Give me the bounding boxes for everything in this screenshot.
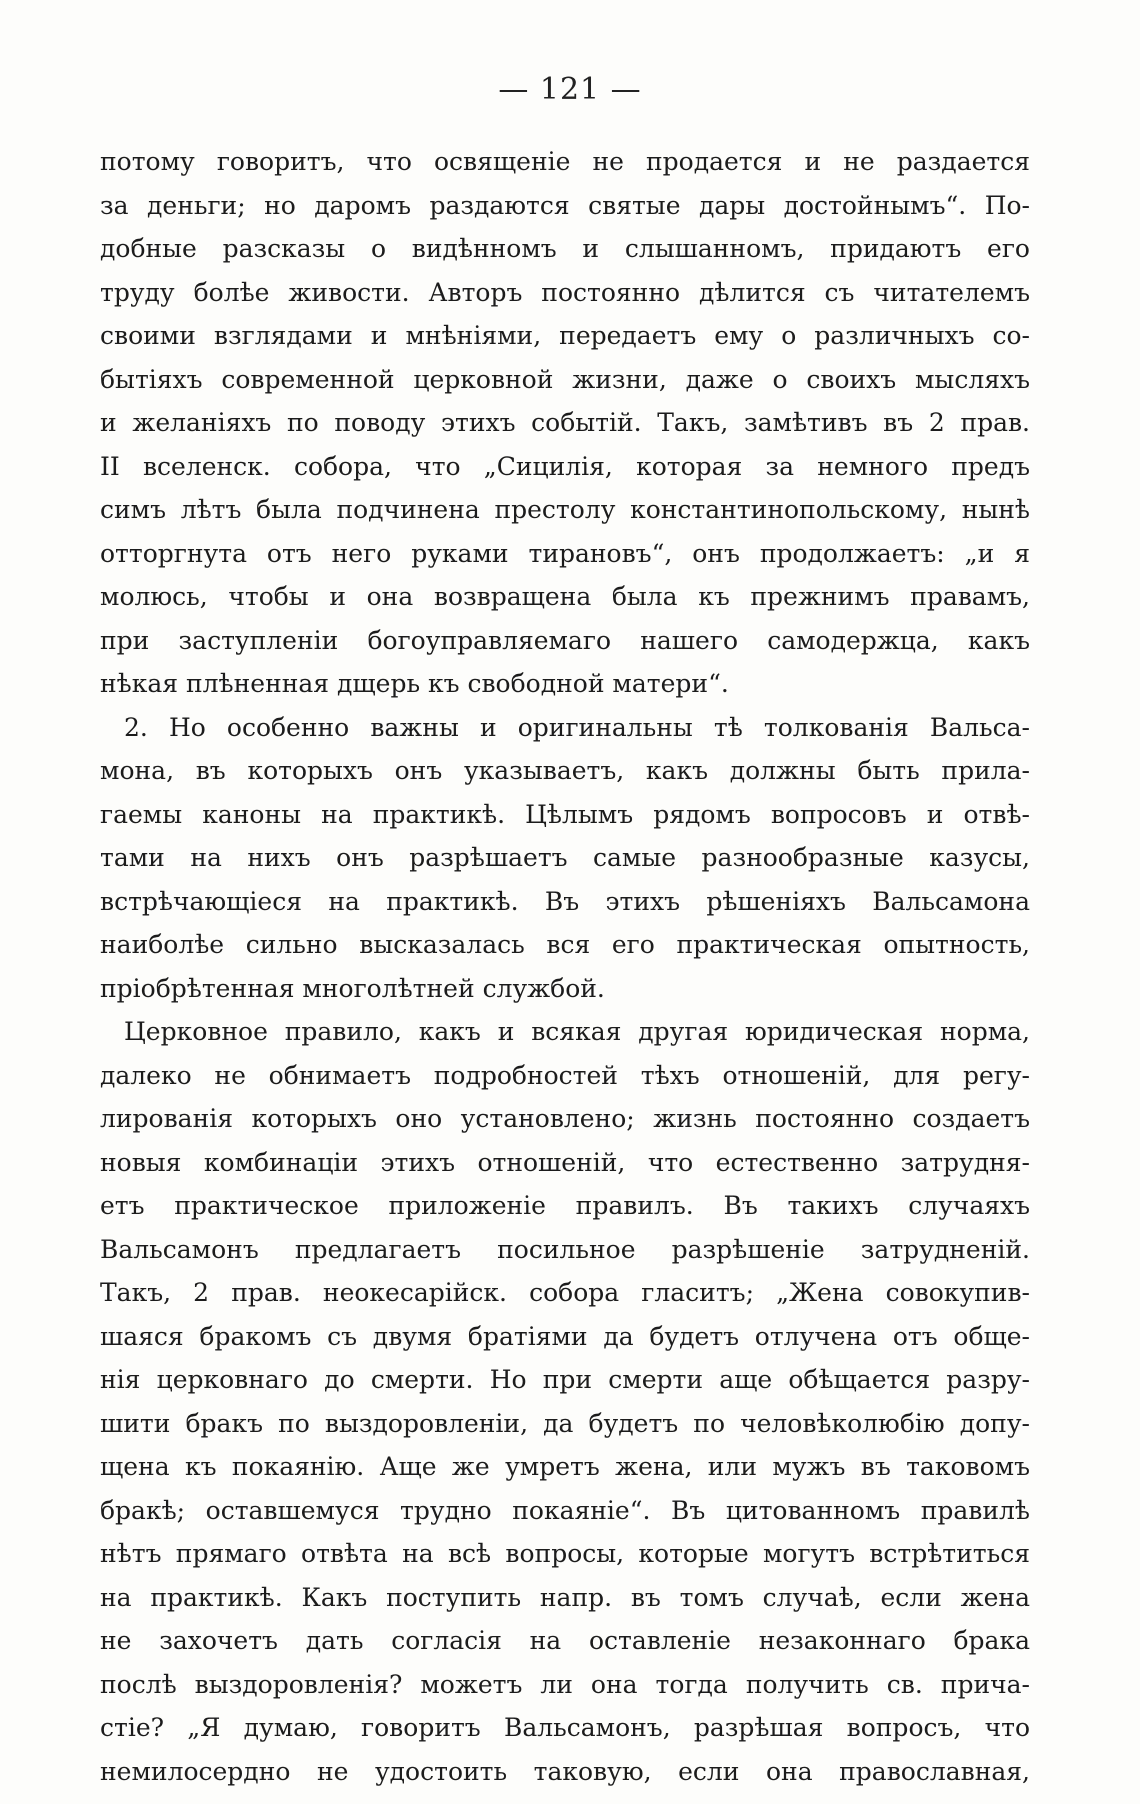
body-text [100,140,1030,1793]
text-line: шаяся бракомъ съ двумя братіями да будетъ отлучена отъ обще- [100,1321,1030,1351]
text-line: новыя комбинаціи этихъ отношеній, что естественно затрудня- [100,1147,1030,1177]
text-line: Вальсамонъ предлагаетъ посильное разрѣшеніе затрудненій. [100,1234,1030,1264]
text-line: II вселенск. собора, что „Сицилія, которая за немного предъ [100,451,1030,481]
text-line: етъ практическое приложеніе правилъ. Въ такихъ случаяхъ [100,1191,1030,1220]
text-line: Такъ, 2 прав. неокесарійск. собора гласитъ; „Жена совокупив- [100,1278,1030,1307]
text-line: тами на нихъ онъ разрѣшаетъ самые разнообразные казусы, [100,843,1030,872]
text-line: бытіяхъ современной церковной жизни, даже о своихъ мысляхъ [100,364,1030,394]
text-line: не захочетъ дать согласія на оставленіе незаконнаго брака [100,1626,1030,1655]
text-line: встрѣчающіеся на практикѣ. Въ этихъ рѣшеніяхъ Вальсамона [100,886,1030,916]
text-line: потому говоритъ, что освященіе не продается и не раздается [100,147,1030,176]
text-line: нѣтъ прямаго отвѣта на всѣ вопросы, которые могутъ встрѣтиться [100,1539,1030,1568]
text-line: шити бракъ по выздоровленіи, да будетъ по человѣколюбію допу- [100,1408,1030,1438]
text-line: нѣкая плѣненная дщерь къ свободной матери“. [100,669,729,698]
text-line: Церковное правило, какъ и всякая другая юридическая норма, [124,1017,1030,1046]
text-line: нія церковнаго до смерти. Но при смерти аще обѣщается разру- [100,1365,1030,1394]
text-line: труду болѣе живости. Авторъ постоянно дѣлится съ читателемъ [100,277,1030,307]
page-number: — 121 — [498,72,642,107]
text-line: гаемы каноны на практикѣ. Цѣлымъ рядомъ вопросовъ и отвѣ- [100,799,1030,829]
text-line: щена къ покаянію. Аще же умретъ жена, или мужъ въ таковомъ [100,1452,1030,1481]
text-line: немилосердно не удостоить таковую, если она православная, [100,1756,1030,1786]
text-line: при заступленіи богоуправляемаго нашего самодержца, какъ [100,625,1030,655]
text-line: добные разсказы о видѣнномъ и слышанномъ, придаютъ его [100,234,1030,263]
text-line: наиболѣе сильно высказалась вся его практическая опытность, [100,930,1030,959]
text-line: своими взглядами и мнѣніями, передаетъ ему о различныхъ со- [100,321,1030,350]
text-line: пріобрѣтенная многолѣтней службой. [100,973,605,1003]
text-line: молюсь, чтобы и она возвращена была къ прежнимъ правамъ, [100,582,1030,611]
text-line: стіе? „Я думаю, говоритъ Вальсамонъ, разрѣшая вопросъ, что [100,1713,1030,1742]
text-line: бракѣ; оставшемуся трудно покаяніе“. Въ цитованномъ правилѣ [100,1495,1030,1525]
text-line: на практикѣ. Какъ поступить напр. въ томъ случаѣ, если жена [100,1582,1030,1612]
text-line: симъ лѣтъ была подчинена престолу константинопольскому, нынѣ [100,495,1030,524]
text-line: за деньги; но даромъ раздаются святые дары достойнымъ“. По- [100,190,1030,220]
text-line: 2. Но особенно важны и оригинальны тѣ толкованія Вальса- [124,712,1030,742]
text-line: лированія которыхъ оно установлено; жизнь постоянно создаетъ [100,1104,1030,1133]
text-line: и желаніяхъ по поводу этихъ событій. Такъ, замѣтивъ въ 2 прав. [100,408,1030,437]
text-line: послѣ выздоровленія? можетъ ли она тогда получить св. прича- [100,1669,1030,1699]
text-line: мона, въ которыхъ онъ указываетъ, какъ должны быть прила- [100,756,1030,785]
text-line: далеко не обнимаетъ подробностей тѣхъ отношеній, для регу- [100,1060,1030,1090]
text-line: отторгнута отъ него руками тирановъ“, онъ продолжаетъ: „и я [100,538,1030,568]
